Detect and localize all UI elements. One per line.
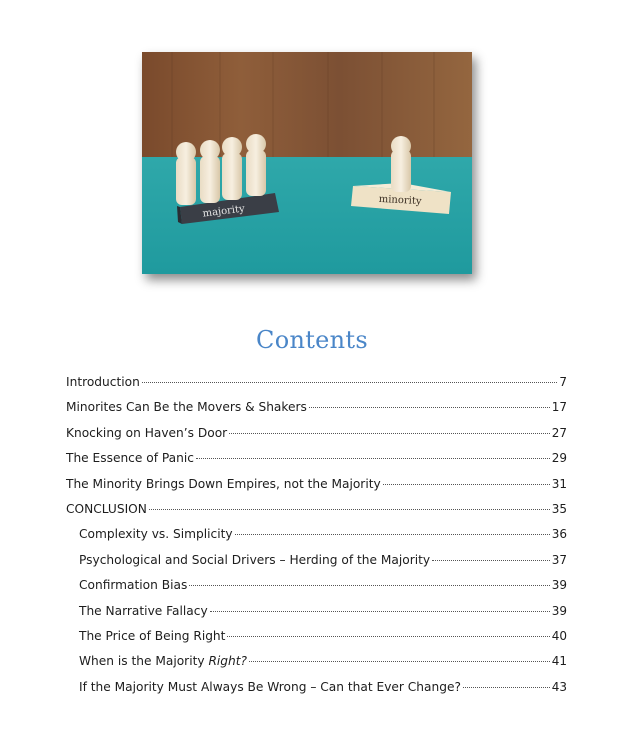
- minority-label: minority: [378, 193, 422, 208]
- page-title: Contents: [256, 326, 368, 354]
- majority-block: [176, 134, 279, 224]
- table-of-contents: [66, 370, 567, 700]
- toc-entry-label: The Price of Being Right: [79, 628, 226, 643]
- toc-entry-label: Introduction: [66, 375, 140, 389]
- toc-subentry[interactable]: [66, 573, 567, 598]
- toc-entry-label: Minorites Can Be the Movers & Shakers: [66, 400, 307, 415]
- toc-entry[interactable]: [66, 421, 567, 446]
- dot-leader: [432, 559, 550, 561]
- toc-entry-label: If the Majority Must Always Be Wrong – Can that Ever Change?: [79, 679, 461, 694]
- toc-page-number: 27: [551, 425, 567, 440]
- toc-entry-label: [79, 649, 247, 674]
- toc-entry-label-italic: Right?: [208, 654, 248, 669]
- dot-leader: [309, 406, 550, 408]
- majority-label: majority: [202, 203, 246, 220]
- toc-page-number: 43: [551, 679, 567, 694]
- dot-leader: [142, 381, 558, 383]
- dot-leader: [383, 483, 550, 485]
- toc-entry-label-text: When is the Majority: [79, 654, 209, 669]
- toc-subentry[interactable]: [66, 522, 567, 547]
- toc-subentry[interactable]: [66, 675, 567, 700]
- dot-leader: [227, 635, 549, 637]
- toc-entry[interactable]: [66, 370, 567, 395]
- dot-leader: [196, 457, 550, 459]
- dot-leader: [229, 432, 550, 434]
- toc-page-number: 41: [551, 654, 567, 669]
- toc-page-number: 40: [551, 628, 567, 643]
- cover-photo: [142, 52, 472, 274]
- toc-entry-label: Confirmation Bias: [79, 578, 188, 593]
- toc-subentry[interactable]: [66, 548, 567, 573]
- toc-entry[interactable]: [66, 395, 567, 420]
- dot-leader: [189, 584, 549, 586]
- toc-page-number: 29: [551, 451, 567, 466]
- toc-entry-label: The Essence of Panic: [66, 451, 194, 466]
- toc-entry-label: The Minority Brings Down Empires, not the Majority: [66, 476, 381, 491]
- dot-leader: [235, 533, 550, 535]
- toc-subentry[interactable]: [66, 649, 567, 674]
- toc-entry[interactable]: [66, 446, 567, 471]
- toc-page-number: 35: [551, 501, 567, 516]
- dot-leader: [210, 610, 550, 612]
- toc-entry-label: Knocking on Haven’s Door: [66, 425, 228, 440]
- toc-entry[interactable]: [66, 497, 567, 522]
- toc-page-number: 39: [551, 603, 567, 618]
- toc-entry[interactable]: [66, 472, 567, 497]
- toc-page-number: 7: [559, 375, 567, 389]
- dot-leader: [463, 686, 550, 688]
- toc-entry-label: CONCLUSION: [66, 501, 147, 516]
- toc-subentry[interactable]: [66, 599, 567, 624]
- dot-leader: [149, 508, 550, 510]
- toc-page-number: 36: [551, 527, 567, 542]
- toc-page-number: 31: [551, 476, 567, 491]
- toc-page-number: 17: [551, 400, 567, 415]
- toc-entry-label: The Narrative Fallacy: [79, 603, 208, 618]
- toc-entry-label: Complexity vs. Simplicity: [79, 527, 233, 542]
- toc-subentry[interactable]: [66, 624, 567, 649]
- toc-page-number: 37: [551, 552, 567, 567]
- dot-leader: [249, 660, 550, 662]
- toc-entry-label: Psychological and Social Drivers – Herding of the Majority: [79, 552, 431, 567]
- toc-page-number: 39: [551, 578, 567, 593]
